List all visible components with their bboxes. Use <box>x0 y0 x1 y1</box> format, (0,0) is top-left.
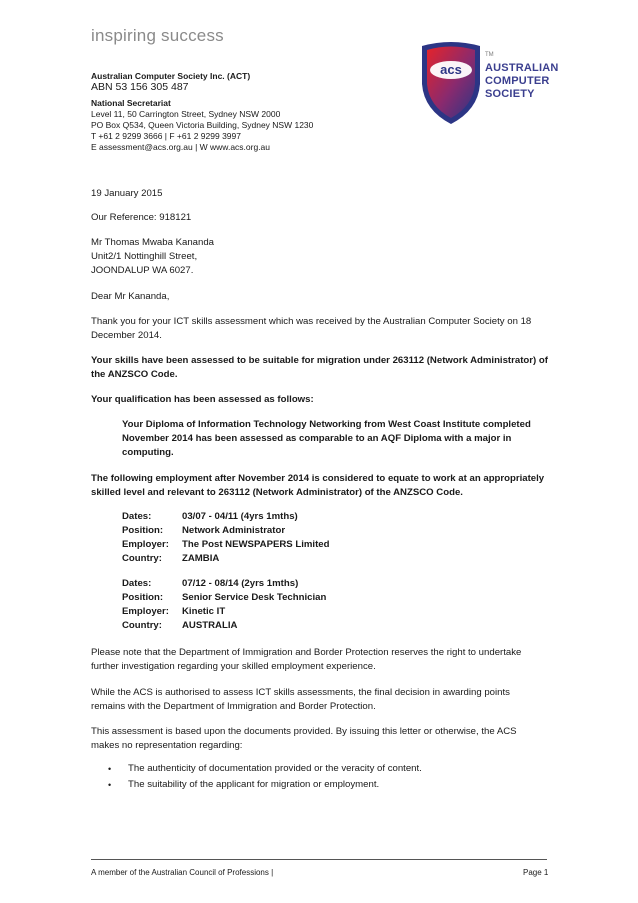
reference: Our Reference: 918121 <box>91 212 192 223</box>
emp2-country-label: Country: <box>122 620 162 631</box>
para1-line-1: Thank you for your ICT skills assessment which was received by the Australian Computer Society on 18 <box>91 316 532 327</box>
emp1-employer-label: Employer: <box>122 539 169 550</box>
acs-shield-icon <box>418 40 484 126</box>
para2-line-1: Your skills have been assessed to be suitable for migration under 263112 (Network Administrator) of <box>91 355 548 366</box>
emp1-employer: The Post NEWSPAPERS Limited <box>182 539 330 550</box>
logo-line-3: SOCIETY <box>485 88 535 100</box>
address-line-1: Level 11, 50 Carrington Street, Sydney NSW 2000 <box>91 109 281 119</box>
emp2-employer-label: Employer: <box>122 606 169 617</box>
emp2-dates: 07/12 - 08/14 (2yrs 1mths) <box>182 578 299 589</box>
footer-divider <box>91 859 547 860</box>
emp2-dates-label: Dates: <box>122 578 152 589</box>
bullet-text-1: The authenticity of documentation provided or the veracity of content. <box>128 763 422 774</box>
qualification-line-2: November 2014 has been assessed as comparable to an AQF Diploma with a major in <box>122 433 512 444</box>
para3-line-2: further investigation regarding your skilled employment experience. <box>91 661 376 672</box>
para4-line-2: remains with the Department of Immigration and Border Protection. <box>91 701 376 712</box>
acs-logo <box>418 40 558 130</box>
secretariat: National Secretariat <box>91 98 171 108</box>
address-line-2: PO Box Q534, Queen Victoria Building, Sydney NSW 1230 <box>91 120 314 130</box>
salutation: Dear Mr Kananda, <box>91 291 170 302</box>
para3-line-1: Please note that the Department of Immigration and Border Protection reserves the right to undertake <box>91 647 522 658</box>
qualification-line-3: computing. <box>122 447 174 458</box>
recipient-name: Mr Thomas Mwaba Kananda <box>91 237 215 248</box>
para5-line-1: This assessment is based upon the documents provided. By issuing this letter or otherwise, the ACS <box>91 726 517 737</box>
emp1-country: ZAMBIA <box>182 553 220 564</box>
logo-line-1: AUSTRALIAN <box>485 62 559 74</box>
org-name: Australian Computer Society Inc. (ACT) <box>91 71 251 81</box>
recipient-address-2: JOONDALUP WA 6027. <box>91 265 194 276</box>
qualification-heading: Your qualification has been assessed as follows: <box>91 394 314 405</box>
emp1-dates-label: Dates: <box>122 511 152 522</box>
footer-page-number: Page 1 <box>523 868 549 877</box>
abn: ABN 53 156 305 487 <box>91 81 189 93</box>
tagline: inspiring success <box>91 26 224 45</box>
emp2-position-label: Position: <box>122 592 164 603</box>
logo-mark: acs <box>440 62 462 77</box>
bullet-icon: • <box>108 780 112 790</box>
emp1-country-label: Country: <box>122 553 162 564</box>
emp2-country: AUSTRALIA <box>182 620 238 631</box>
employment-intro-line-2: skilled level and relevant to 263112 (Network Administrator) of the ANZSCO Code. <box>91 487 463 498</box>
emp2-employer: Kinetic IT <box>182 606 226 617</box>
para5-line-2: makes no representation regarding: <box>91 740 243 751</box>
logo-line-2: COMPUTER <box>485 75 550 87</box>
letter-date: 19 January 2015 <box>91 188 163 199</box>
emp1-dates: 03/07 - 04/11 (4yrs 1mths) <box>182 511 298 522</box>
email-web: E assessment@acs.org.au | W www.acs.org.au <box>91 142 271 152</box>
recipient-address-1: Unit2/1 Nottinghill Street, <box>91 251 198 262</box>
trademark: TM <box>485 52 494 58</box>
emp1-position-label: Position: <box>122 525 164 536</box>
para1-line-2: December 2014. <box>91 330 162 341</box>
footer-left: A member of the Australian Council of Professions | <box>91 868 274 877</box>
para2-line-2: the ANZSCO Code. <box>91 369 178 380</box>
emp1-position: Network Administrator <box>182 525 286 536</box>
qualification-line-1: Your Diploma of Information Technology Networking from West Coast Institute completed <box>122 419 531 430</box>
employment-intro-line-1: The following employment after November 2014 is considered to equate to work at an appropriately <box>91 473 545 484</box>
phone-fax: T +61 2 9299 3666 | F +61 2 9299 3997 <box>91 131 241 141</box>
para4-line-1: While the ACS is authorised to assess ICT skills assessments, the final decision in awarding points <box>91 687 510 698</box>
bullet-text-2: The suitability of the applicant for migration or employment. <box>128 779 380 790</box>
emp2-position: Senior Service Desk Technician <box>182 592 327 603</box>
bullet-icon: • <box>108 764 112 774</box>
